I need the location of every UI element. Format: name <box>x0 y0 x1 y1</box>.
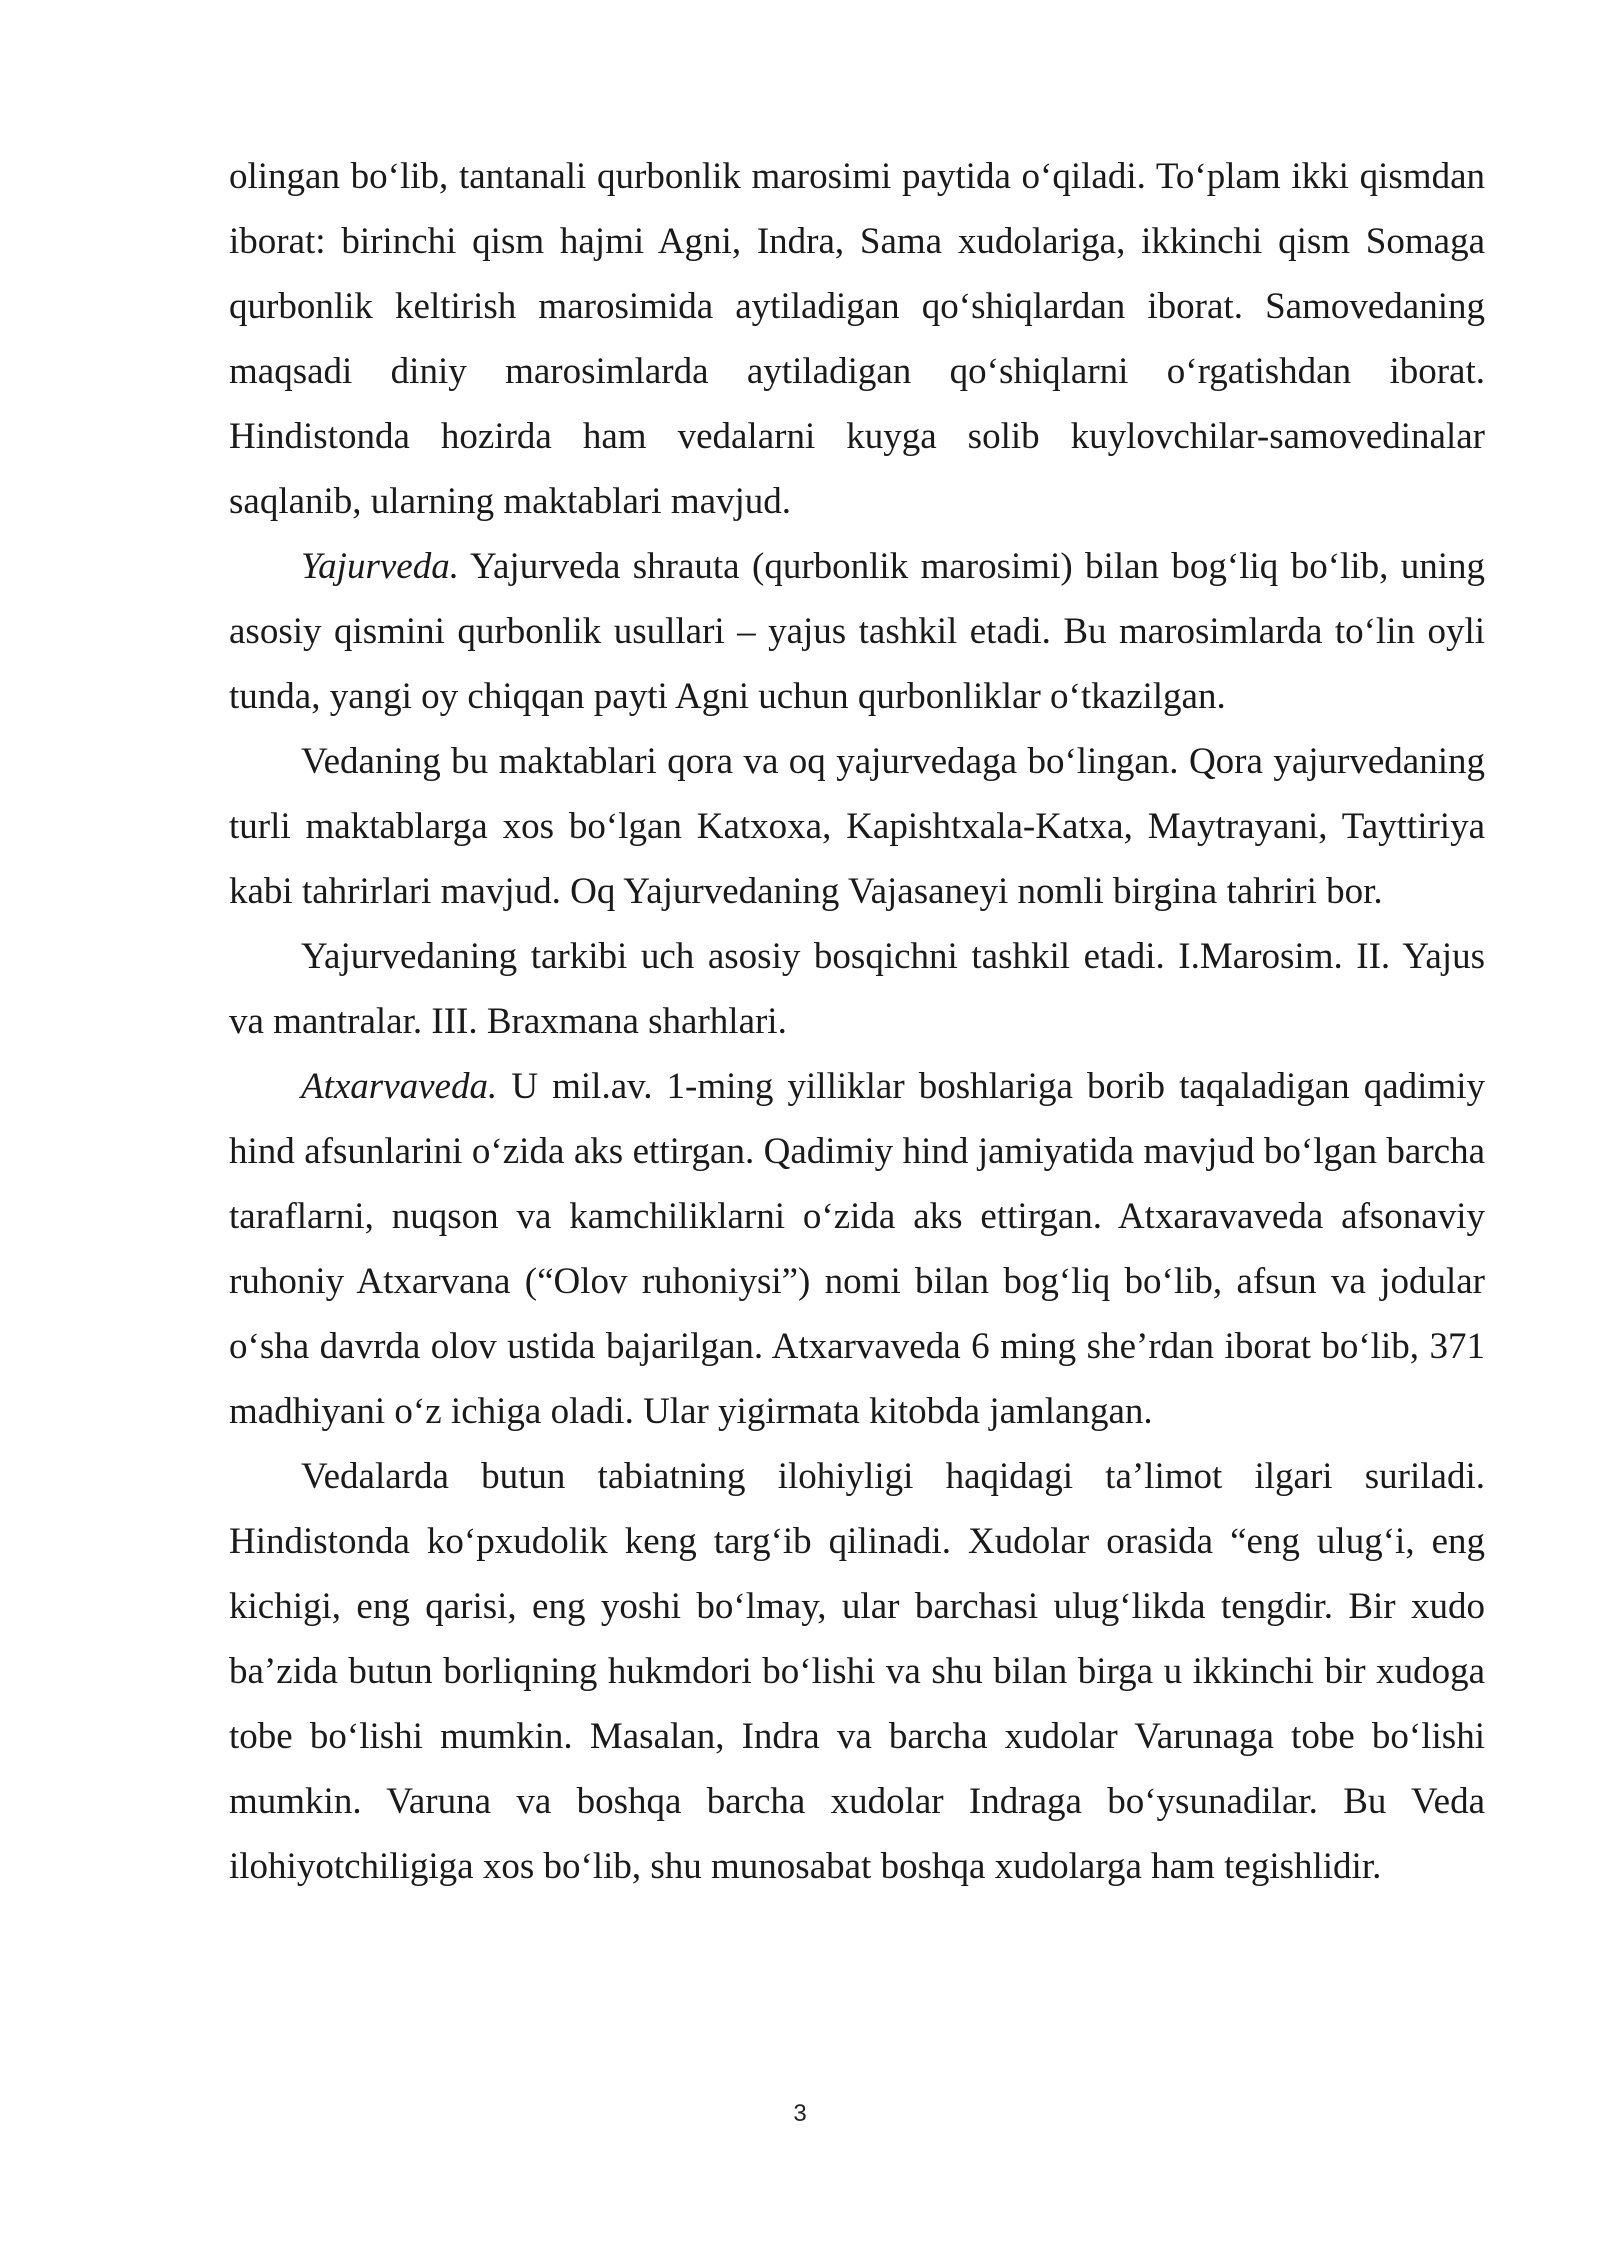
paragraph-3 <box>229 729 1485 924</box>
paragraph-text: Vedaning bu maktablari qora va oq yajurvedaga bo‘lingan. Qora yajurvedaning turli maktablarga xos bo‘lgan Katxoxa, Kapishtxala-Katxa, Maytrayani, Tayttiriya kabi tahrirlari mavjud. Oq Yajurvedaning Vajasaneyi nomli birgina tahriri bor. <box>229 741 1485 912</box>
paragraph-text: Vedalarda butun tabiatning ilohiyligi haqidagi ta’limot ilgari suriladi. Hindistonda ko‘pxudolik keng targ‘ib qilinadi. Xudolar orasida “eng ulug‘i, eng kichigi, eng qarisi, eng yoshi bo‘lmay, ular barchasi ulug‘likda tengdir. Bir xudo ba’zida butun borliqning hukmdori bo‘lishi va shu bilan birga u ikkinchi bir xudoga tobe bo‘lishi mumkin. Masalan, Indra va barcha xudolar Varunaga tobe bo‘lishi mumkin. Varuna va boshqa barcha xudolar Indraga bo‘ysunadilar. Bu Veda ilohiyotchiligiga xos bo‘lib, shu munosabat boshqa xudolarga ham tegishlidir. <box>229 1456 1485 1887</box>
paragraph-text: Yajurveda shrauta (qurbonlik marosimi) bilan bog‘liq bo‘lib, uning asosiy qismini qurbonlik usullari – yajus tashkil etadi. Bu marosimlarda to‘lin oyli tunda, yangi oy chiqqan payti Agni uchun qurbonliklar o‘tkazilgan. <box>229 546 1485 717</box>
paragraph-text: olingan bo‘lib, tantanali qurbonlik marosimi paytida o‘qiladi. To‘plam ikki qismdan iborat: birinchi qism hajmi Agni, Indra, Sama xudolariga, ikkinchi qism Somaga qurbonlik keltirish marosimida aytiladigan qo‘shiqlardan iborat. Samovedaning maqsadi diniy marosimlarda aytiladigan qo‘shiqlarni o‘rgatishdan iborat. Hindistonda hozirda ham vedalarni kuyga solib kuylovchilar-samovedinalar saqlanib, ularning maktablari mavjud. <box>229 156 1485 522</box>
paragraph-4 <box>229 924 1485 1054</box>
document-body <box>229 144 1485 1899</box>
paragraph-text: Yajurvedaning tarkibi uch asosiy bosqichni tashkil etadi. I.Marosim. II. Yajus va mantralar. III. Braxmana sharhlari. <box>229 936 1485 1042</box>
paragraph-text: U mil.av. 1-ming yilliklar boshlariga borib taqaladigan qadimiy hind afsunlarini o‘zida aks ettirgan. Qadimiy hind jamiyatida mavjud bo‘lgan barcha taraflarni, nuqson va kamchiliklarni o‘zida aks ettirgan. Atxaravaveda afsonaviy ruhoniy Atxarvana (“Olov ruhoniysi”) nomi bilan bog‘liq bo‘lib, afsun va jodular o‘sha davrda olov ustida bajarilgan. Atxarvaveda 6 ming she’rdan iborat bo‘lib, 371 madhiyani o‘z ichiga oladi. Ular yigirmata kitobda jamlangan. <box>229 1066 1485 1432</box>
page-number: 3 <box>793 2100 807 2127</box>
paragraph-2 <box>229 534 1485 729</box>
paragraph-6 <box>229 1444 1485 1899</box>
paragraph-lead-term: Atxarvaveda. <box>301 1066 498 1107</box>
paragraph-5 <box>229 1054 1485 1444</box>
paragraph-lead-term: Yajurveda. <box>301 546 459 587</box>
paragraph-1 <box>229 144 1485 534</box>
